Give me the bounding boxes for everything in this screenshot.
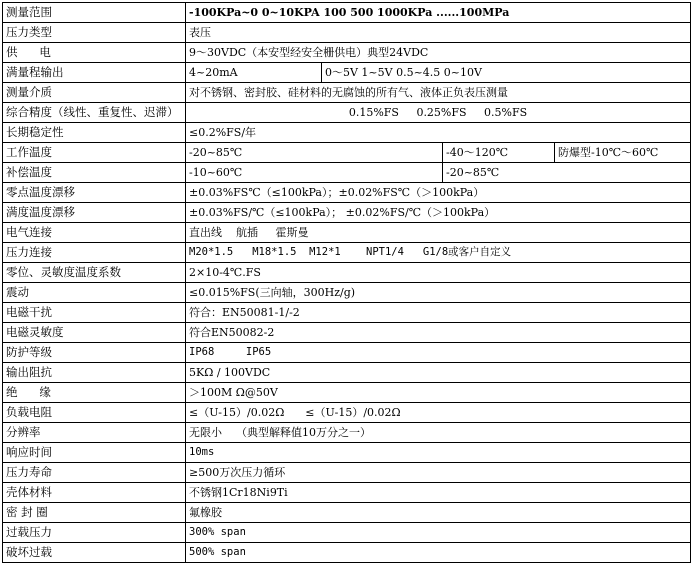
row-label: 压力寿命 bbox=[3, 463, 186, 483]
power-value: 9～30VDC（本安型经安全栅供电）典型24VDC bbox=[186, 43, 691, 63]
accuracy-value: 0.15%FS 0.25%FS 0.5%FS bbox=[186, 103, 691, 123]
work-temp-wide: -40～120℃ bbox=[443, 143, 555, 163]
row-label: 分辨率 bbox=[3, 423, 186, 443]
row-label: 电磁干扰 bbox=[3, 303, 186, 323]
row-label: 破坏过载 bbox=[3, 543, 186, 563]
row-label: 压力连接 bbox=[3, 243, 186, 263]
row-label: 零位、灵敏度温度系数 bbox=[3, 263, 186, 283]
row-label: 防护等级 bbox=[3, 343, 186, 363]
table-row-overload bbox=[3, 523, 691, 543]
row-label: 压力类型 bbox=[3, 23, 186, 43]
row-label: 补偿温度 bbox=[3, 163, 186, 183]
table-row-electrical bbox=[3, 223, 691, 243]
table-row-span-drift bbox=[3, 203, 691, 223]
row-label: 满量程输出 bbox=[3, 63, 186, 83]
table-row-range bbox=[3, 3, 691, 23]
table-row-load bbox=[3, 403, 691, 423]
pressure-conn-value: M20*1.5 M18*1.5 M12*1 NPT1/4 G1/8或客户自定义 bbox=[186, 243, 691, 263]
table-row-temp-coeff bbox=[3, 263, 691, 283]
table-row-comp-temp bbox=[3, 163, 691, 183]
table-row-stability bbox=[3, 123, 691, 143]
table-row-protection bbox=[3, 343, 691, 363]
comp-temp-standard: -10~60℃ bbox=[186, 163, 443, 183]
table-row-vibration bbox=[3, 283, 691, 303]
row-label: 过载压力 bbox=[3, 523, 186, 543]
span-drift-value: ±0.03%FS/℃（≤100kPa）； ±0.02%FS/℃（＞100kPa） bbox=[186, 203, 691, 223]
output-voltage-value: 0～5V 1~5V 0.5~4.5 0~10V bbox=[322, 63, 691, 83]
medium-value: 对不锈钢、密封胶、硅材料的无腐蚀的所有气、液体正负表压测量 bbox=[186, 83, 691, 103]
row-label: 工作温度 bbox=[3, 143, 186, 163]
emi-value: 符合：EN50081-1/-2 bbox=[186, 303, 691, 323]
range-value: -100KPa~0 0~10KPA 100 500 1000KPa ......100MPa bbox=[186, 3, 691, 23]
table-row-pressure-conn bbox=[3, 243, 691, 263]
table-row-insulation bbox=[3, 383, 691, 403]
comp-temp-wide: -20~85℃ bbox=[443, 163, 691, 183]
row-label: 震动 bbox=[3, 283, 186, 303]
table-row-output-impedance bbox=[3, 363, 691, 383]
protection-value: IP68 IP65 bbox=[186, 343, 691, 363]
housing-value: 不锈钢1Cr18Ni9Ti bbox=[186, 483, 691, 503]
stability-value: ≤0.2%FS/年 bbox=[186, 123, 691, 143]
table-row-output bbox=[3, 63, 691, 83]
row-label: 密 封 圈 bbox=[3, 503, 186, 523]
spec-table bbox=[2, 2, 691, 563]
table-row-power bbox=[3, 43, 691, 63]
row-label: 响应时间 bbox=[3, 443, 186, 463]
output-impedance-value: 5KΩ / 100VDC bbox=[186, 363, 691, 383]
burst-value: 500% span bbox=[186, 543, 691, 563]
work-temp-explosion-proof: 防爆型-10℃～60℃ bbox=[555, 143, 691, 163]
row-label: 供 电 bbox=[3, 43, 186, 63]
table-row-burst bbox=[3, 543, 691, 563]
table-row-work-temp bbox=[3, 143, 691, 163]
output-current-value: 4~20mA bbox=[186, 63, 322, 83]
row-label: 测量范围 bbox=[3, 3, 186, 23]
pressure-type-value: 表压 bbox=[186, 23, 691, 43]
table-row-response bbox=[3, 443, 691, 463]
insulation-value: ＞100M Ω@50V bbox=[186, 383, 691, 403]
response-value: 10ms bbox=[186, 443, 691, 463]
table-row-ems bbox=[3, 323, 691, 343]
row-label: 负载电阻 bbox=[3, 403, 186, 423]
table-row-housing bbox=[3, 483, 691, 503]
table-row-seal bbox=[3, 503, 691, 523]
row-label: 零点温度漂移 bbox=[3, 183, 186, 203]
table-row-life bbox=[3, 463, 691, 483]
row-label: 测量介质 bbox=[3, 83, 186, 103]
row-label: 输出阻抗 bbox=[3, 363, 186, 383]
temp-coeff-value: 2×10-4℃.FS bbox=[186, 263, 691, 283]
table-row-pressure-type bbox=[3, 23, 691, 43]
row-label: 长期稳定性 bbox=[3, 123, 186, 143]
row-label: 满度温度漂移 bbox=[3, 203, 186, 223]
life-value: ≥500万次压力循环 bbox=[186, 463, 691, 483]
overload-value: 300% span bbox=[186, 523, 691, 543]
load-value: ≤（U-15）/0.02Ω ≤（U-15）/0.02Ω bbox=[186, 403, 691, 423]
row-label: 壳体材料 bbox=[3, 483, 186, 503]
zero-drift-value: ±0.03%FS℃（≤100kPa）；±0.02%FS℃（＞100kPa） bbox=[186, 183, 691, 203]
electrical-value: 直出线 航插 霍斯曼 bbox=[186, 223, 691, 243]
resolution-value: 无限小 （典型解释值10万分之一） bbox=[186, 423, 691, 443]
work-temp-standard: -20~85℃ bbox=[186, 143, 443, 163]
ems-value: 符合EN50082-2 bbox=[186, 323, 691, 343]
row-label: 综合精度（线性、重复性、迟滞） bbox=[3, 103, 186, 123]
table-row-zero-drift bbox=[3, 183, 691, 203]
table-row-accuracy bbox=[3, 103, 691, 123]
seal-value: 氟橡胶 bbox=[186, 503, 691, 523]
row-label: 绝 缘 bbox=[3, 383, 186, 403]
row-label: 电磁灵敏度 bbox=[3, 323, 186, 343]
row-label: 电气连接 bbox=[3, 223, 186, 243]
table-row-medium bbox=[3, 83, 691, 103]
table-row-resolution bbox=[3, 423, 691, 443]
vibration-value: ≤0.015%FS(三向轴，300Hz/g) bbox=[186, 283, 691, 303]
table-row-emi bbox=[3, 303, 691, 323]
